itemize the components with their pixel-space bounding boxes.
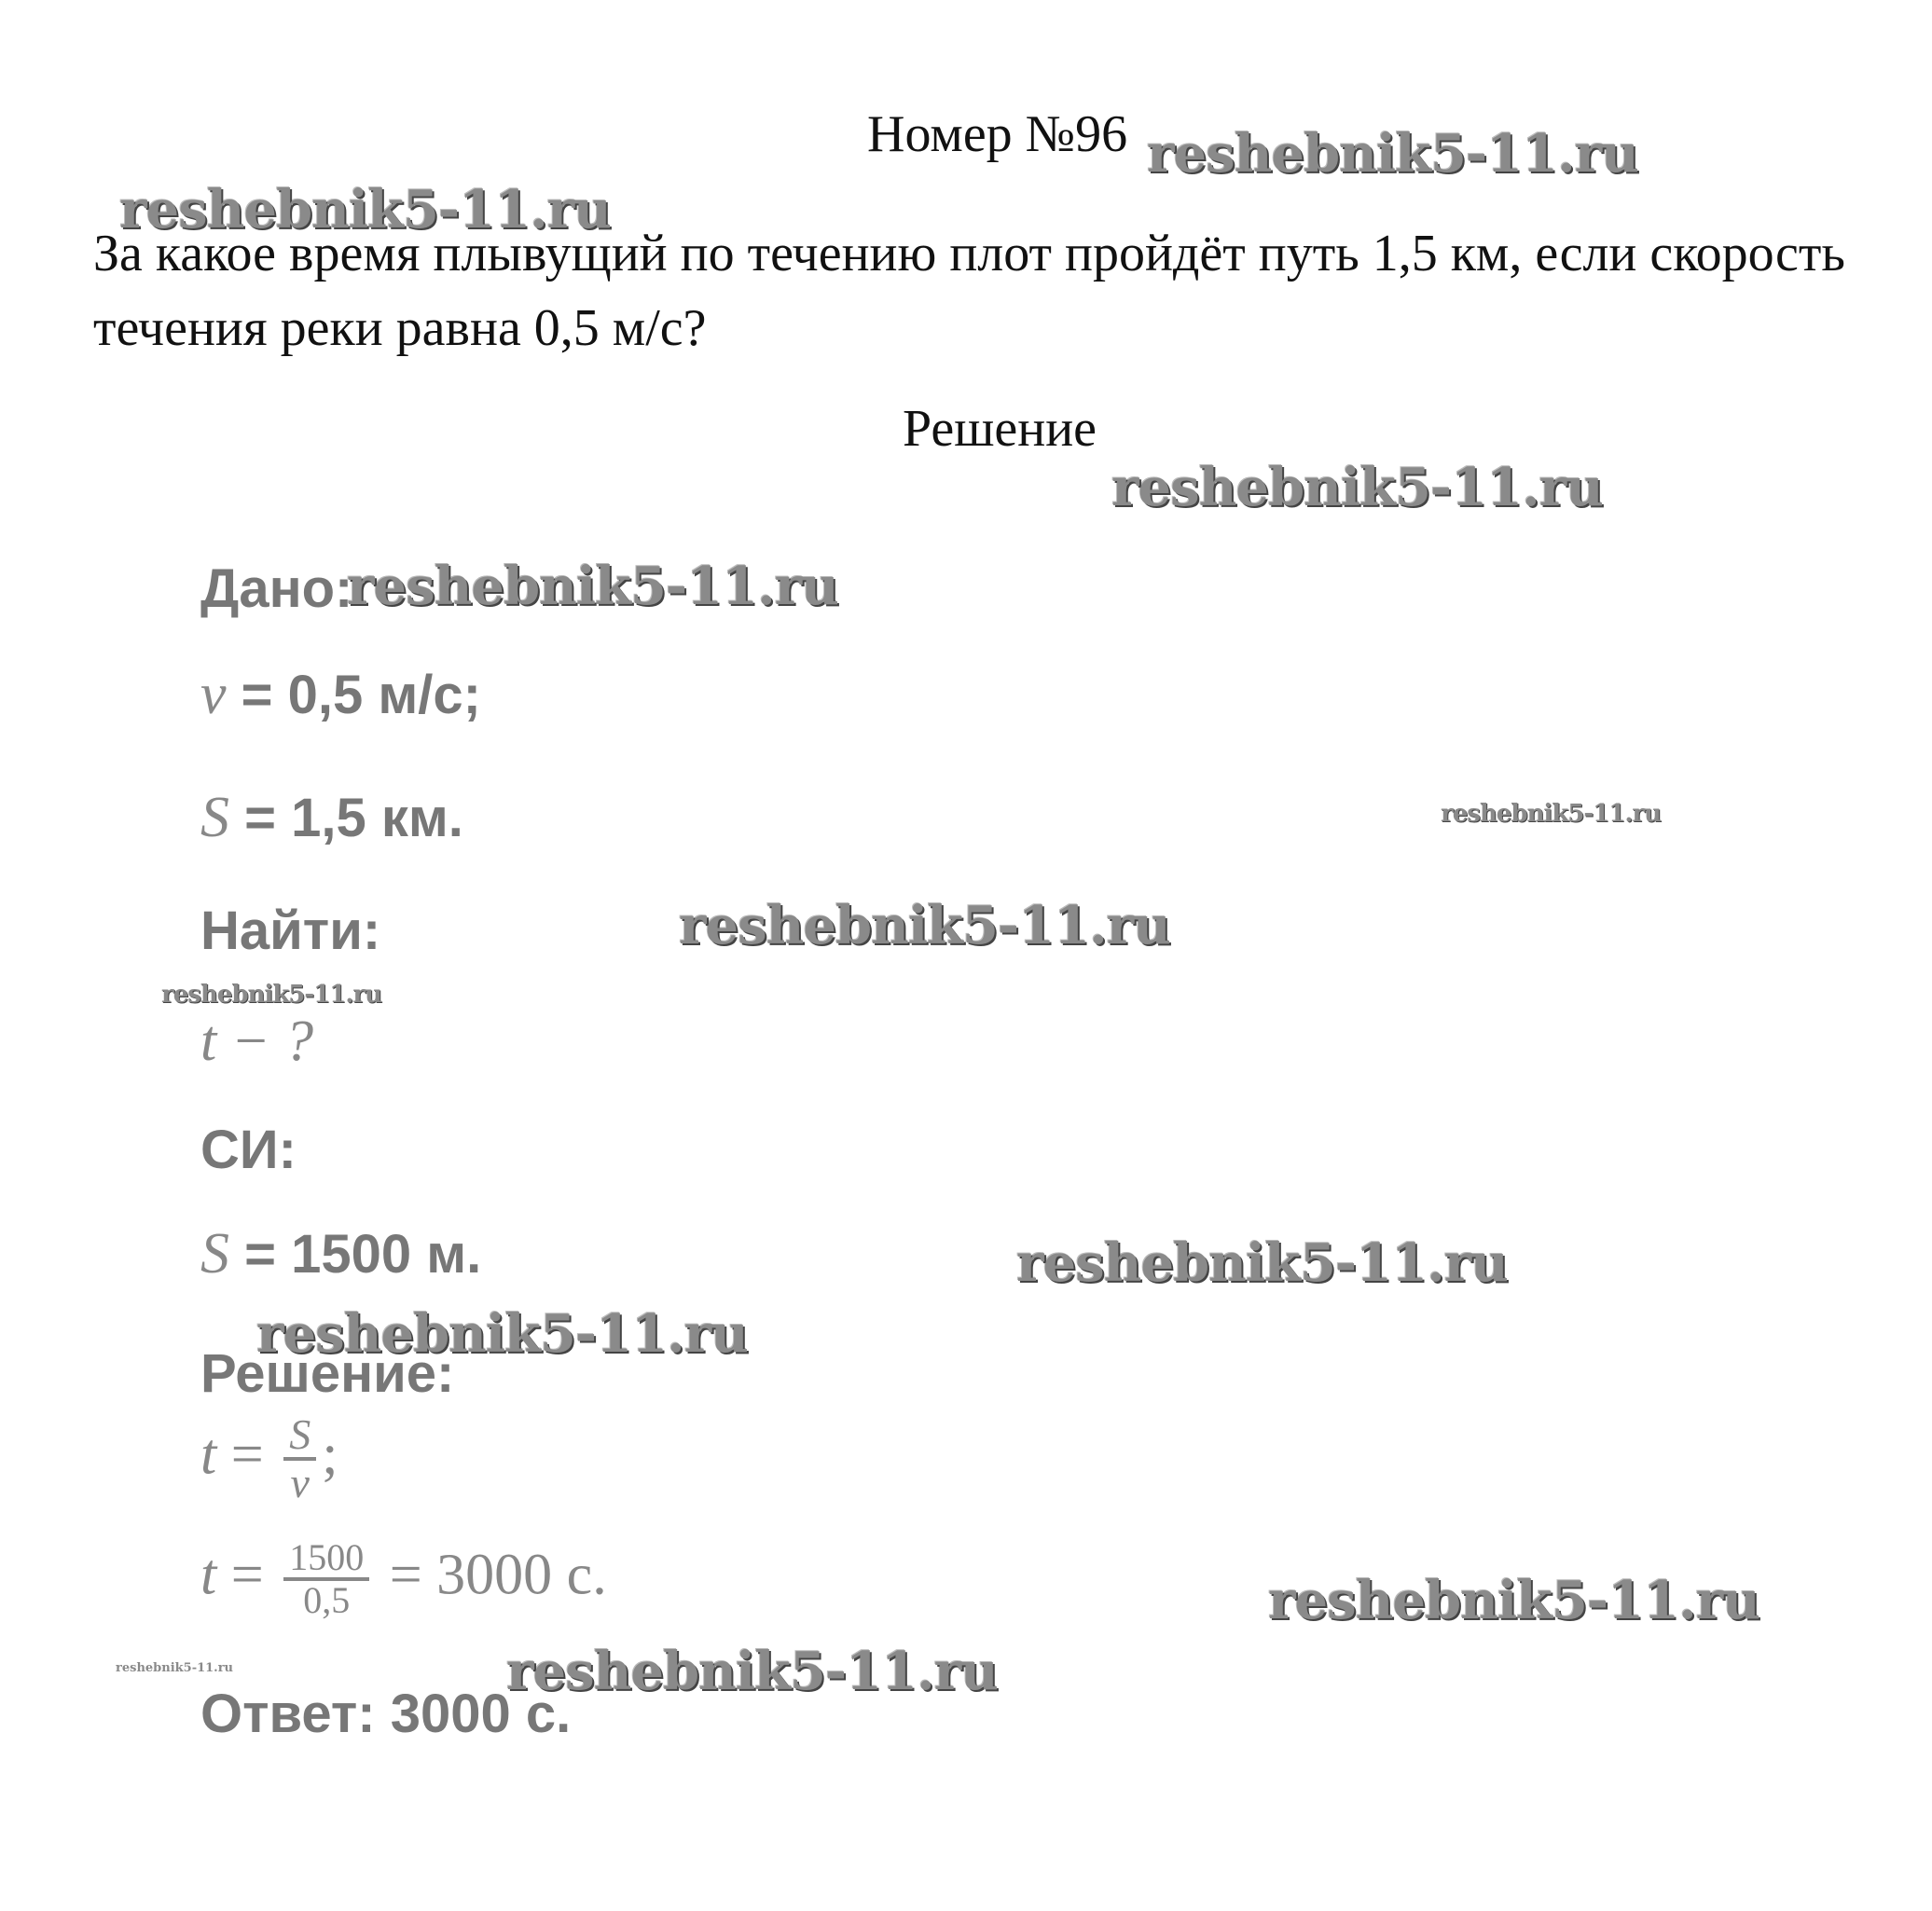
distance-symbol: S bbox=[200, 786, 229, 849]
si-distance-symbol: S bbox=[200, 1222, 229, 1285]
time-symbol: t bbox=[200, 1010, 217, 1073]
watermark: reshebnik5-11.ru bbox=[679, 895, 1170, 956]
calc-denominator: 0,5 bbox=[303, 1579, 351, 1621]
calc-fraction bbox=[283, 1538, 369, 1620]
watermark: reshebnik5-11.ru bbox=[506, 1641, 998, 1702]
formula-numerator: S bbox=[283, 1412, 316, 1461]
watermark: reshebnik5-11.ru bbox=[1111, 457, 1603, 518]
given-velocity bbox=[200, 662, 481, 728]
watermark: reshebnik5-11.ru bbox=[256, 1303, 748, 1365]
solution-heading: Решение bbox=[903, 400, 1097, 458]
watermark: reshebnik5-11.ru bbox=[1016, 1232, 1508, 1294]
problem-text: За какое время плывущий по течению плот пройдёт путь 1,5 км, если скорость течения реки равна 0,5 м/с? bbox=[93, 225, 1845, 357]
si-distance-value: = 1500 м. bbox=[229, 1224, 482, 1285]
watermark: reshebnik5-11.ru bbox=[1441, 800, 1662, 828]
time-question: − ? bbox=[216, 1010, 314, 1073]
formula-fraction bbox=[283, 1412, 316, 1506]
formula-equals: = bbox=[216, 1423, 279, 1487]
formula-denominator: v bbox=[290, 1459, 310, 1507]
watermark: reshebnik5-11.ru bbox=[1147, 123, 1638, 185]
find-label: Найти: bbox=[200, 901, 381, 961]
watermark: reshebnik5-11.ru bbox=[347, 556, 838, 617]
calc-t: t bbox=[200, 1543, 217, 1607]
distance-value: = 1,5 км. bbox=[229, 788, 463, 848]
si-label: СИ: bbox=[200, 1120, 297, 1180]
watermark: reshebnik5-11.ru bbox=[1268, 1570, 1760, 1631]
calc-equals: = bbox=[216, 1543, 279, 1607]
calc-result: = 3000 с. bbox=[375, 1543, 607, 1607]
watermark: reshebnik5-11.ru bbox=[116, 1661, 234, 1675]
watermark: reshebnik5-11.ru bbox=[161, 981, 382, 1009]
solution-label: Решение: bbox=[200, 1343, 455, 1404]
given-distance bbox=[200, 785, 463, 851]
velocity-symbol: v bbox=[200, 663, 227, 726]
formula-end: ; bbox=[322, 1423, 338, 1487]
find-time bbox=[200, 1009, 313, 1075]
watermark: reshebnik5-11.ru bbox=[119, 179, 611, 241]
si-distance bbox=[200, 1221, 481, 1287]
calc-numerator: 1500 bbox=[283, 1538, 369, 1581]
answer-text: Ответ: 3000 с. bbox=[200, 1684, 572, 1744]
calculation-line bbox=[200, 1538, 607, 1620]
formula-line bbox=[200, 1412, 338, 1506]
given-label: Дано: bbox=[200, 558, 353, 619]
formula-t: t bbox=[200, 1423, 217, 1487]
page-title: Номер №96 bbox=[867, 105, 1128, 163]
velocity-value: = 0,5 м/с; bbox=[226, 665, 481, 725]
